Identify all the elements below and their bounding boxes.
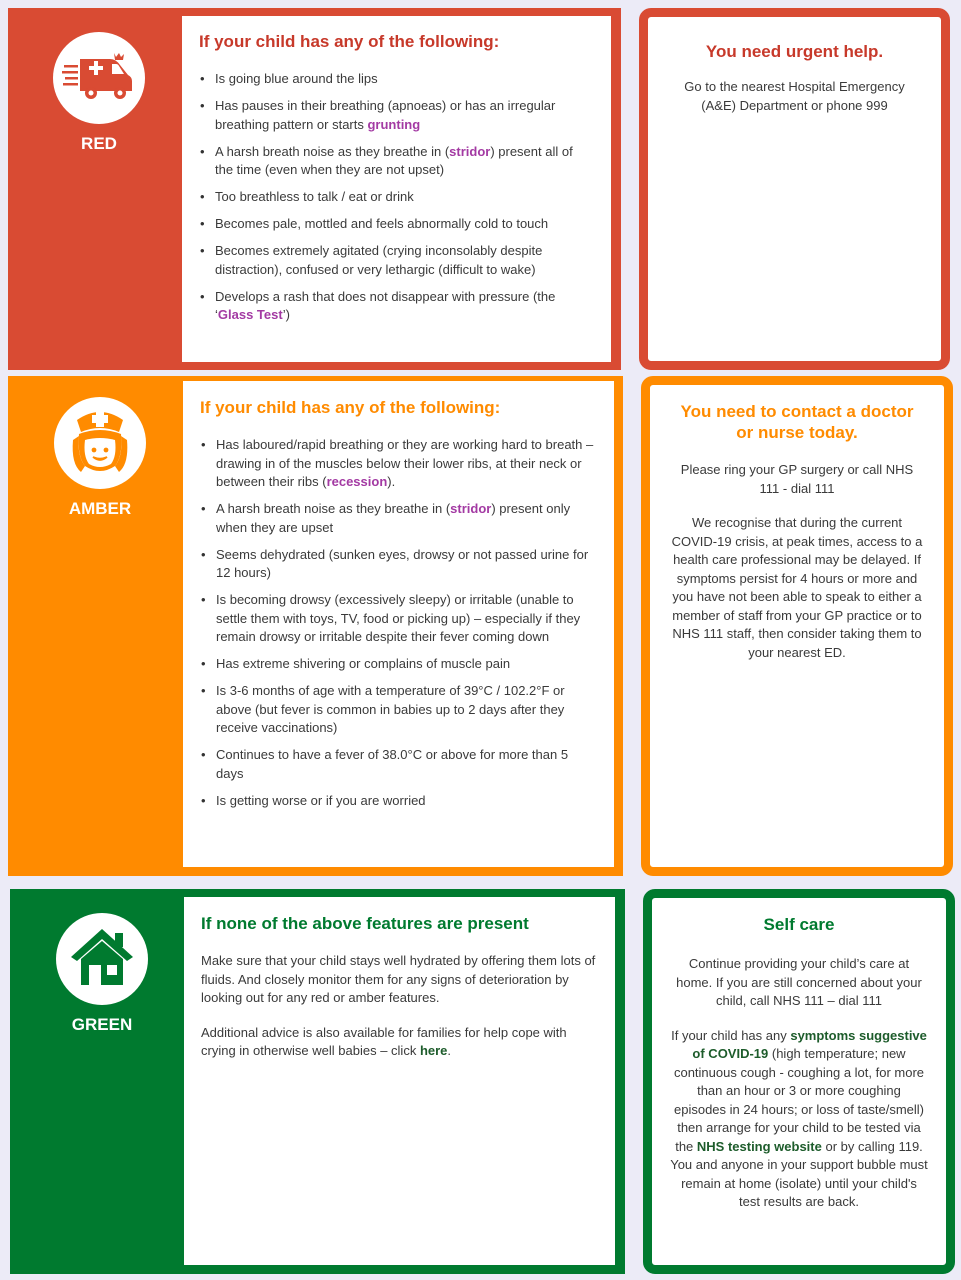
red-symptoms-panel <box>182 16 611 362</box>
stridor-link[interactable]: stridor <box>449 143 491 159</box>
glass-test-link[interactable]: Glass Test <box>217 307 283 322</box>
green-advice-panel <box>184 897 615 1265</box>
list-item: • Develops a rash that does not disappear with pressure (the ‘Glass Test’) <box>215 288 593 325</box>
list-item: • Becomes pale, mottled and feels abnormally cold to touch <box>215 215 593 234</box>
amber-symptoms-panel <box>183 381 614 867</box>
crying-advice-link[interactable]: here <box>419 1043 448 1058</box>
list-item: • Has laboured/rapid breathing or they are working hard to breath – drawing in of the muscles below their lower ribs, at their neck or between their ribs (recession). <box>216 436 596 492</box>
list-item: • Seems dehydrated (sunken eyes, drowsy or not passed urine for 12 hours) <box>216 546 596 583</box>
list-item: • Has pauses in their breathing (apnoeas) or has an irregular breathing pattern or starts grunting <box>215 97 593 134</box>
list-item: • Has extreme shivering or complains of muscle pain <box>216 655 596 674</box>
stridor-link[interactable]: stridor <box>450 501 492 516</box>
list-item: • Becomes extremely agitated (crying inconsolably despite distraction), confused or very lethargic (difficult to wake) <box>215 242 593 279</box>
list-item: • Is becoming drowsy (excessively sleepy) or irritable (unable to settle them with toys, TV, food or picking up) – especially if they remain drowsy or irritable despite their fever coming down <box>216 591 596 647</box>
red-symptom-list <box>199 70 593 325</box>
list-item: • Too breathless to talk / eat or drink <box>215 188 593 207</box>
ambulance-icon <box>62 51 136 106</box>
amber-symptom-list <box>200 436 596 810</box>
amber-action-p2: We recognise that during the current COVID-19 crisis, at peak times, access to a health care professional may be delayed. If symptoms persist for 4 hours or more and you have not been able to speak to either a member of staff from your GP practice or to NHS 111 staff, then consider taking them to your nearest ED. <box>671 515 923 660</box>
amber-heading: If your child has any of the following: <box>200 398 501 417</box>
green-tier-label: GREEN <box>71 1015 133 1034</box>
green-advice-p1: Make sure that your child stays well hydrated by offering them lots of fluids. And closely monitor them for any signs of deterioration by looking out for any red or amber features. <box>201 953 596 1005</box>
list-item: • Is 3-6 months of age with a temperature of 39°C / 102.2°F or above (but fever is common in babies up to 2 days after they receive vaccinations) <box>216 682 596 738</box>
green-action-p2: If your child has any symptoms suggestive of COVID-19 (high temperature; new continuous cough - coughing a lot, for more than an hour or 3 or more coughing episodes in 24 hours; or loss of taste/smell) then arrange for your child to be tested via the NHS testing website or by calling 119. You and anyone in your support bubble must remain at home (isolate) until your child's test results are back. <box>670 1027 928 1209</box>
green-action-box <box>643 889 955 1274</box>
green-action-p1: Continue providing your child’s care at home. If you are still concerned about your child, call NHS 111 – dial 111 <box>676 956 922 1008</box>
house-icon <box>69 927 135 992</box>
green-icon-circle <box>56 913 148 1005</box>
red-tier-label: RED <box>81 134 117 153</box>
list-item: • A harsh breath noise as they breathe in (stridor) present all of the time (even when they are not upset) <box>215 143 593 180</box>
recession-link[interactable]: recession <box>326 474 388 489</box>
red-heading: If your child has any of the following: <box>199 32 500 51</box>
nurse-icon <box>67 406 133 481</box>
list-item: • Is getting worse or if you are worried <box>216 792 596 811</box>
covid-symptoms-link[interactable]: symptoms suggestive of COVID-19 <box>692 1027 927 1061</box>
green-advice-p2: Additional advice is also available for families for help cope with crying in otherwise well babies – click here. <box>201 1024 567 1058</box>
red-action-title: You need urgent help. <box>705 42 884 61</box>
list-item: • Continues to have a fever of 38.0°C or above for more than 5 days <box>216 746 596 783</box>
red-action-box <box>639 8 950 370</box>
red-action-text: Go to the nearest Hospital Emergency (A&E) Department or phone 999 <box>684 79 905 113</box>
amber-action-title: You need to contact a doctor or nurse today. <box>680 402 914 442</box>
amber-action-p1: Please ring your GP surgery or call NHS 111 - dial 111 <box>680 462 914 496</box>
amber-action-box <box>641 376 953 876</box>
nhs-testing-website-link[interactable]: NHS testing website <box>696 1138 822 1154</box>
list-item: • A harsh breath noise as they breathe in (stridor) present only when they are upset <box>216 500 596 537</box>
amber-icon-circle <box>54 397 146 489</box>
red-icon-circle <box>53 32 145 124</box>
green-action-title: Self care <box>763 915 835 934</box>
list-item: • Is going blue around the lips <box>215 70 593 89</box>
grunting-link[interactable]: grunting <box>367 116 421 132</box>
green-heading: If none of the above features are present <box>201 914 529 933</box>
amber-tier-label: AMBER <box>68 499 132 518</box>
